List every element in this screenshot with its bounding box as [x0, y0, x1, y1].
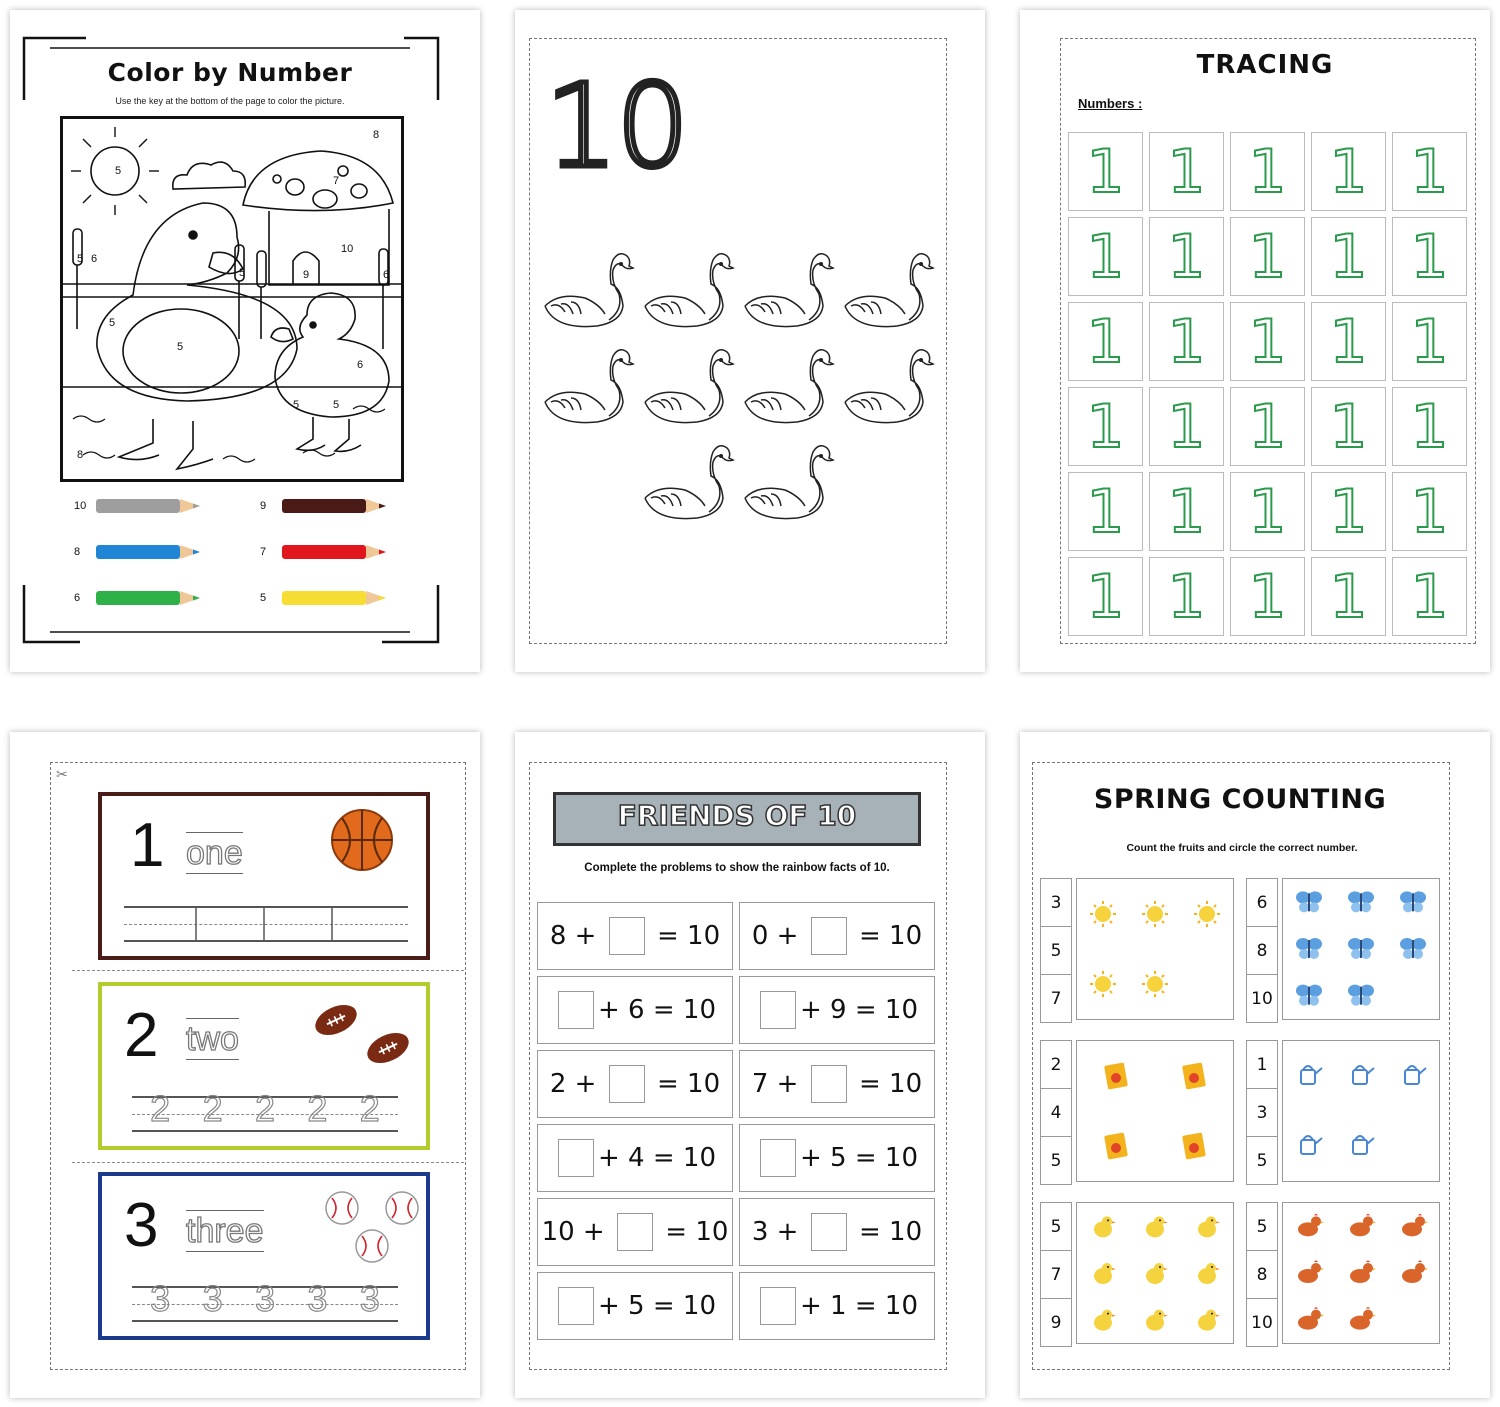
trace-digit: 1: [1410, 561, 1449, 632]
operator: =: [644, 995, 683, 1025]
sum: 10: [682, 1143, 717, 1173]
butterfly-icon: [1348, 891, 1374, 912]
trace-digit: 1: [1086, 476, 1125, 547]
operator: =: [846, 1143, 885, 1173]
answer-option[interactable]: 5: [1041, 927, 1071, 975]
watering-can-icon: [1301, 1136, 1322, 1154]
trace-digits: [134, 1278, 396, 1320]
picture-number: 6: [357, 359, 364, 371]
picture-box: [1076, 1040, 1234, 1182]
trace-digit: 1: [1167, 306, 1206, 377]
swan-icon: [545, 350, 633, 423]
sum: 10: [687, 921, 721, 951]
trace-digit: 1: [1329, 221, 1368, 292]
problem-cell: [537, 902, 733, 970]
operator: =: [850, 1069, 890, 1099]
trace-digit: 1: [1248, 561, 1287, 632]
answer-box[interactable]: [760, 991, 796, 1029]
basketball-icon: [330, 808, 394, 872]
problem-cell: [537, 1198, 733, 1266]
trace-digit: 1: [1329, 306, 1368, 377]
answer-options: [1246, 1040, 1278, 1185]
number-card-3: [98, 1172, 430, 1340]
problem-cell: [739, 1050, 935, 1118]
operator: +: [566, 921, 605, 951]
trace-digit: 1: [1167, 476, 1206, 547]
key-number: 9: [260, 500, 267, 512]
pencil-icon: [282, 588, 392, 608]
swan-icon: [845, 254, 933, 327]
seed-packet-icon: [1104, 1132, 1128, 1159]
trace-digit: 2: [254, 1088, 275, 1129]
answer-option[interactable]: 10: [1251, 1312, 1273, 1333]
answer-option[interactable]: 8: [1247, 1251, 1277, 1299]
butterfly-icon: [1400, 891, 1426, 912]
trace-digit: 1: [1248, 391, 1287, 462]
answer-option[interactable]: 7: [1050, 988, 1062, 1009]
cut-line: [72, 1162, 464, 1163]
trace-digit: 1: [1086, 306, 1125, 377]
answer-option[interactable]: 2: [1041, 1041, 1071, 1089]
number-card-1: [98, 792, 430, 960]
picture-number: 6: [383, 269, 390, 281]
tracing-cell[interactable]: [1392, 472, 1467, 551]
chick-icon: [1094, 1310, 1116, 1331]
page-title: Color by Number: [107, 58, 353, 87]
answer-options: [1040, 1040, 1072, 1185]
tracing-cell[interactable]: [1149, 387, 1224, 466]
worksheet-number-words: [10, 732, 480, 1398]
addend: 6: [628, 995, 645, 1025]
hen-icon: [1298, 1261, 1324, 1284]
operator: =: [850, 1217, 890, 1247]
baseball-icon: [324, 1190, 420, 1266]
addend: 4: [628, 1143, 645, 1173]
addend: 2: [549, 1069, 567, 1099]
answer-options: [1246, 1202, 1278, 1347]
addend: 0: [751, 921, 769, 951]
answer-option[interactable]: 5: [1247, 1203, 1277, 1251]
operator: +: [768, 1217, 807, 1247]
picture-box: [1282, 878, 1440, 1020]
tracing-cell[interactable]: [1068, 472, 1143, 551]
picture-number: 7: [333, 175, 340, 187]
addend: 7: [751, 1069, 769, 1099]
duck-scene-drawing: [63, 119, 401, 479]
key-number: 6: [74, 592, 81, 604]
hen-icon: [1350, 1307, 1376, 1330]
hen-icon: [1350, 1261, 1376, 1284]
problem-grid: [537, 902, 935, 1340]
sun-icon: [1194, 901, 1220, 927]
tracing-cell[interactable]: [1068, 217, 1143, 296]
butterfly-icon: [1348, 938, 1374, 959]
answer-option[interactable]: 4: [1041, 1089, 1071, 1137]
answer-option[interactable]: 6: [1247, 879, 1277, 927]
answer-option[interactable]: 3: [1247, 1089, 1277, 1137]
answer-options: [1040, 1202, 1072, 1347]
trace-word: three: [186, 1212, 264, 1250]
numeral: 3: [124, 1191, 159, 1260]
tracing-cell[interactable]: [1392, 132, 1467, 211]
watering-can-icon: [1405, 1066, 1426, 1084]
problem-cell: [537, 1272, 733, 1340]
trace-digit: 2: [359, 1088, 380, 1129]
operator: +: [597, 995, 629, 1025]
tracing-cell[interactable]: [1230, 472, 1305, 551]
tracing-cell[interactable]: [1392, 217, 1467, 296]
sun-icon: [1142, 901, 1168, 927]
problem-cell: [537, 976, 733, 1044]
trace-digit: 1: [1329, 391, 1368, 462]
sum: 10: [889, 921, 923, 951]
page-title: FRIENDS OF 10: [553, 792, 921, 846]
answer-options: [1040, 878, 1072, 1023]
chick-icon: [1146, 1263, 1168, 1284]
color-key: [74, 496, 404, 616]
swan-icon: [645, 446, 733, 519]
chick-icon: [1198, 1216, 1220, 1237]
swan-icon: [745, 446, 833, 519]
trace-digit: 3: [150, 1278, 171, 1319]
worksheet-tracing: [1020, 10, 1490, 672]
picture-number: 5: [239, 267, 246, 279]
picture-box: [1282, 1040, 1440, 1182]
tracing-cell[interactable]: [1311, 557, 1386, 636]
answer-box[interactable]: [609, 1065, 645, 1103]
chick-icon: [1094, 1263, 1116, 1284]
sum: 10: [884, 1291, 919, 1321]
trace-digit: 1: [1248, 306, 1287, 377]
picture-number: 5: [115, 165, 122, 177]
answer-box[interactable]: [760, 1287, 796, 1325]
sum: 10: [687, 1069, 721, 1099]
hen-icon: [1402, 1261, 1428, 1284]
operator: +: [566, 1069, 605, 1099]
trace-digit: 1: [1410, 476, 1449, 547]
picture-number: 8: [373, 129, 380, 141]
answer-option[interactable]: 1: [1247, 1041, 1277, 1089]
instructions: Complete the problems to show the rainbow facts of 10.: [584, 862, 890, 874]
sum: 10: [682, 995, 717, 1025]
tracing-cell[interactable]: [1068, 302, 1143, 381]
operator: =: [846, 1291, 885, 1321]
pencil-icon: [282, 496, 392, 516]
instructions: Count the fruits and circle the correct number.: [1126, 842, 1358, 854]
picture-number: 5: [77, 253, 84, 265]
hen-icon: [1350, 1214, 1376, 1237]
sum: 10: [889, 1217, 923, 1247]
operator: +: [768, 1069, 807, 1099]
trace-digit: 1: [1248, 221, 1287, 292]
problem-cell: [739, 1272, 935, 1340]
picture-number: 9: [303, 269, 310, 281]
picture-number: 5: [109, 317, 116, 329]
answer-box[interactable]: [558, 1139, 594, 1177]
picture-number: 5: [333, 399, 340, 411]
tracing-cell[interactable]: [1230, 217, 1305, 296]
trace-digit: 1: [1248, 136, 1287, 207]
worksheet-color-by-number: [10, 10, 480, 672]
sum: 10: [695, 1217, 729, 1247]
tracing-cell[interactable]: [1392, 387, 1467, 466]
key-number: 7: [260, 546, 267, 558]
seed-packet-icon: [1182, 1062, 1206, 1089]
picture-box: [1076, 878, 1234, 1020]
trace-digit: 1: [1167, 221, 1206, 292]
trace-digit: 3: [254, 1278, 275, 1319]
trace-digit: 1: [1167, 561, 1206, 632]
picture-box: [1282, 1202, 1440, 1344]
addend: 5: [628, 1291, 645, 1321]
swan-icon: [645, 254, 733, 327]
key-number: 8: [74, 546, 81, 558]
tracing-cell[interactable]: [1068, 557, 1143, 636]
trace-digit: 1: [1167, 391, 1206, 462]
page-title: TRACING: [1196, 50, 1334, 80]
operator: =: [850, 921, 890, 951]
hen-icon: [1402, 1214, 1428, 1237]
operator: =: [648, 921, 688, 951]
answer-box[interactable]: [609, 917, 645, 955]
trace-digit: 2: [150, 1088, 171, 1129]
sun-icon: [1090, 901, 1116, 927]
problem-cell: [739, 1198, 935, 1266]
number-card-2: [98, 982, 430, 1150]
operator: +: [768, 921, 807, 951]
butterfly-icon: [1296, 985, 1322, 1006]
problem-cell: [739, 1124, 935, 1192]
trace-digit: 1: [1086, 136, 1125, 207]
operator: =: [644, 1291, 683, 1321]
operator: =: [846, 995, 885, 1025]
swan-icon: [845, 350, 933, 423]
sum: 10: [889, 1069, 923, 1099]
trace-digit: 1: [1329, 476, 1368, 547]
pencil-icon: [96, 496, 206, 516]
trace-digit: 1: [1410, 136, 1449, 207]
cut-line: [72, 970, 464, 971]
trace-digit: 1: [1410, 391, 1449, 462]
trace-digit: 1: [1086, 391, 1125, 462]
answer-box[interactable]: [811, 917, 847, 955]
watering-can-icon: [1301, 1066, 1322, 1084]
trace-word: one: [186, 834, 243, 872]
operator: =: [657, 1217, 696, 1247]
picture-number: 5: [293, 399, 300, 411]
tracing-cell[interactable]: [1149, 217, 1224, 296]
answer-box[interactable]: [558, 991, 594, 1029]
operator: +: [597, 1143, 629, 1173]
trace-digit: 2: [202, 1088, 223, 1129]
chick-icon: [1198, 1310, 1220, 1331]
tracing-cell[interactable]: [1311, 132, 1386, 211]
watering-can-icon: [1353, 1066, 1374, 1084]
tracing-grid: [1068, 132, 1467, 636]
watering-can-icon: [1353, 1136, 1374, 1154]
operator: +: [597, 1291, 629, 1321]
addend: 1: [830, 1291, 847, 1321]
chick-icon: [1146, 1310, 1168, 1331]
butterfly-icon: [1296, 891, 1322, 912]
addend: 10: [541, 1217, 575, 1247]
key-number: 5: [260, 592, 267, 604]
problem-cell: [537, 1050, 733, 1118]
writing-lines: [124, 906, 408, 942]
tracing-cell[interactable]: [1311, 387, 1386, 466]
answer-option[interactable]: 5: [1256, 1150, 1268, 1171]
football-icon: [312, 1002, 416, 1072]
worksheet-friends-of-10: [515, 732, 985, 1398]
trace-digit: 1: [1410, 306, 1449, 377]
swan-group: [535, 250, 955, 550]
tracing-cell[interactable]: [1149, 472, 1224, 551]
tracing-cell[interactable]: [1311, 217, 1386, 296]
chick-icon: [1094, 1216, 1116, 1237]
addend: 5: [830, 1143, 847, 1173]
tracing-cell[interactable]: [1068, 387, 1143, 466]
operator: =: [644, 1143, 683, 1173]
operator: +: [574, 1217, 613, 1247]
answer-box[interactable]: [760, 1139, 796, 1177]
pencil-icon: [96, 588, 206, 608]
key-number: 10: [74, 500, 87, 512]
coloring-picture: [60, 116, 404, 482]
tracing-cell[interactable]: [1149, 557, 1224, 636]
butterfly-icon: [1296, 938, 1322, 959]
problem-cell: [739, 902, 935, 970]
numeral: 1: [130, 811, 165, 880]
tracing-cell[interactable]: [1149, 132, 1224, 211]
answer-box[interactable]: [811, 1213, 847, 1251]
page-title: SPRING COUNTING: [1093, 784, 1387, 815]
answer-options: [1246, 878, 1278, 1023]
sum: 10: [884, 1143, 919, 1173]
chick-icon: [1198, 1263, 1220, 1284]
picture-number: 10: [341, 243, 354, 255]
trace-digit: 1: [1410, 221, 1449, 292]
page-subtitle: Use the key at the bottom of the page to color the picture.: [115, 96, 345, 106]
tracing-cell[interactable]: [1392, 557, 1467, 636]
dotted-number: 10: [545, 60, 688, 194]
trace-word: two: [186, 1020, 239, 1058]
swan-icon: [645, 350, 733, 423]
sun-icon: [1090, 971, 1116, 997]
trace-digit: 1: [1167, 136, 1206, 207]
sum: 10: [884, 995, 919, 1025]
sum: 10: [682, 1291, 717, 1321]
sun-icon: [1142, 971, 1168, 997]
answer-option[interactable]: 10: [1251, 988, 1273, 1009]
answer-box[interactable]: [558, 1287, 594, 1325]
answer-option[interactable]: 3: [1041, 879, 1071, 927]
worksheet-spring-counting: [1020, 732, 1490, 1398]
trace-digit: 3: [307, 1278, 328, 1319]
swan-icon: [545, 254, 633, 327]
tracing-cell[interactable]: [1311, 302, 1386, 381]
answer-box[interactable]: [617, 1213, 653, 1251]
picture-box: [1076, 1202, 1234, 1344]
tracing-cell[interactable]: [1392, 302, 1467, 381]
butterfly-icon: [1400, 938, 1426, 959]
tracing-cell[interactable]: [1230, 132, 1305, 211]
hen-icon: [1298, 1214, 1324, 1237]
answer-option[interactable]: 5: [1050, 1150, 1062, 1171]
operator: =: [648, 1069, 688, 1099]
tracing-cell[interactable]: [1149, 302, 1224, 381]
answer-option[interactable]: 7: [1041, 1251, 1071, 1299]
picture-number: 5: [177, 341, 184, 353]
problem-cell: [739, 976, 935, 1044]
answer-option[interactable]: 9: [1050, 1312, 1062, 1333]
answer-option[interactable]: 5: [1041, 1203, 1071, 1251]
chick-icon: [1146, 1216, 1168, 1237]
seed-packet-icon: [1182, 1132, 1206, 1159]
scissors-icon: ✂: [56, 766, 68, 782]
tracing-cell[interactable]: [1230, 302, 1305, 381]
addend: 8: [549, 921, 567, 951]
trace-digit: 2: [307, 1088, 328, 1129]
tracing-cell[interactable]: [1068, 132, 1143, 211]
picture-number: 6: [91, 253, 98, 265]
addend: 9: [830, 995, 847, 1025]
swan-icon: [745, 254, 833, 327]
answer-box[interactable]: [811, 1065, 847, 1103]
tracing-cell[interactable]: [1230, 557, 1305, 636]
numeral: 2: [124, 1001, 159, 1070]
trace-digit: 1: [1086, 561, 1125, 632]
pencil-icon: [96, 542, 206, 562]
operator: +: [799, 1143, 831, 1173]
trace-digit: 1: [1248, 476, 1287, 547]
numbers-label: Numbers :: [1078, 96, 1143, 111]
seed-packet-icon: [1104, 1062, 1128, 1089]
operator: +: [799, 1291, 831, 1321]
operator: +: [799, 995, 831, 1025]
trace-digits: [134, 1088, 396, 1130]
hen-icon: [1298, 1307, 1324, 1330]
answer-option[interactable]: 8: [1247, 927, 1277, 975]
trace-digit: 1: [1329, 561, 1368, 632]
pencil-icon: [282, 542, 392, 562]
trace-digit: 3: [202, 1278, 223, 1319]
tracing-cell[interactable]: [1230, 387, 1305, 466]
butterfly-icon: [1348, 985, 1374, 1006]
trace-digit: 1: [1086, 221, 1125, 292]
worksheet-count-swans: [515, 10, 985, 672]
problem-cell: [537, 1124, 733, 1192]
trace-digit: 1: [1329, 136, 1368, 207]
picture-number: 8: [77, 449, 84, 461]
swan-icon: [745, 350, 833, 423]
tracing-cell[interactable]: [1311, 472, 1386, 551]
trace-digit: 3: [359, 1278, 380, 1319]
addend: 3: [751, 1217, 769, 1247]
